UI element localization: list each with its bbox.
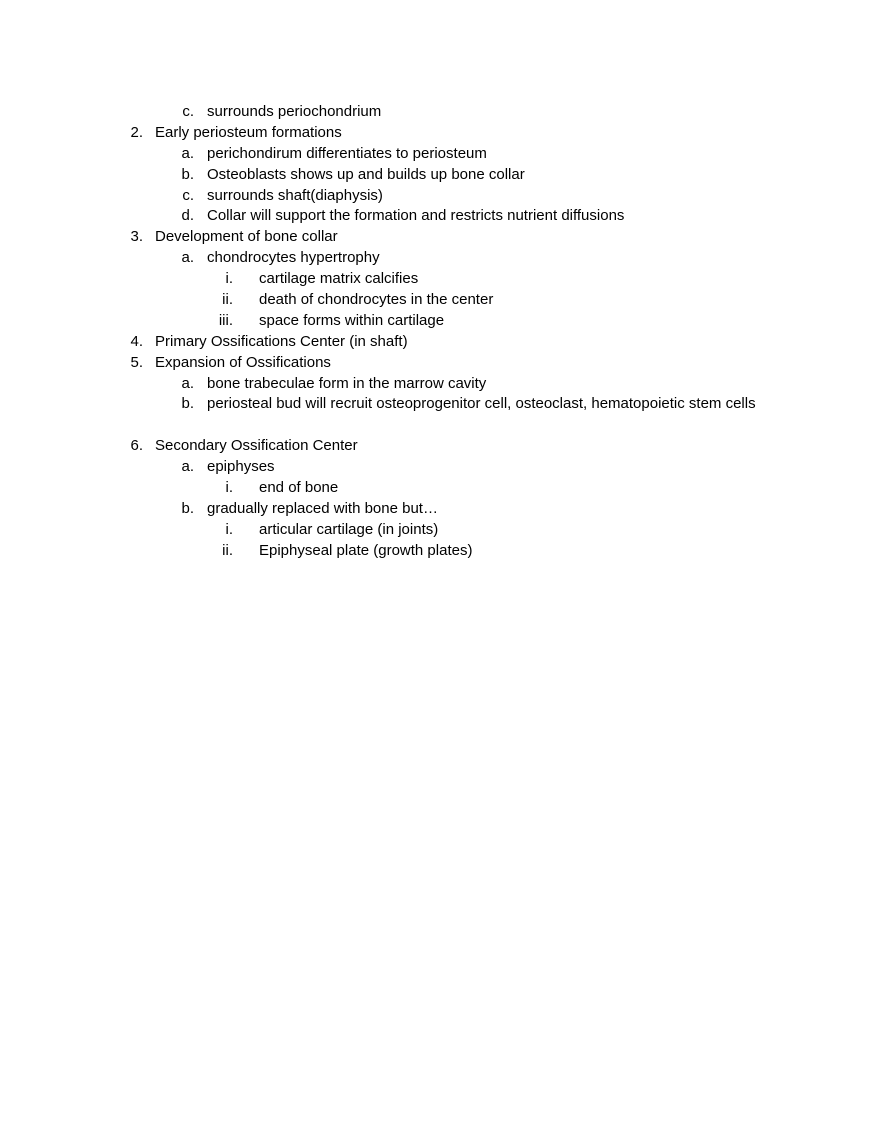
list-marker: b. — [181, 395, 194, 413]
list-marker: d. — [181, 207, 194, 225]
list-item-text: space forms within cartilage — [259, 311, 445, 329]
list-item-text: bone trabeculae form in the marrow cavity — [207, 374, 487, 392]
list-item — [0, 206, 880, 227]
list-marker: a. — [181, 374, 194, 392]
list-item — [0, 269, 880, 290]
list-marker: 3. — [130, 228, 143, 246]
list-item — [0, 457, 880, 478]
list-item — [0, 353, 880, 374]
list-item-text: Development of bone collar — [155, 228, 338, 246]
list-marker: 2. — [130, 123, 143, 141]
list-marker: i. — [225, 270, 233, 288]
list-marker: b. — [181, 499, 194, 517]
list-marker: i. — [225, 479, 233, 497]
list-item-text: death of chondrocytes in the center — [259, 291, 494, 309]
list-marker: 4. — [130, 332, 143, 350]
list-marker: 5. — [130, 353, 143, 371]
list-marker: ii. — [222, 291, 233, 309]
list-marker: a. — [181, 144, 194, 162]
list-item — [0, 374, 880, 395]
list-item-text: Primary Ossifications Center (in shaft) — [155, 332, 408, 350]
list-marker: b. — [181, 165, 194, 183]
list-item-text: cartilage matrix calcifies — [259, 270, 419, 288]
list-item-text: Epiphyseal plate (growth plates) — [259, 541, 473, 559]
list-item — [0, 332, 880, 353]
list-item — [0, 520, 880, 541]
list-item-text: Collar will support the formation and restricts nutrient diffusions — [207, 207, 625, 225]
list-marker: 6. — [130, 437, 143, 455]
outline-list — [0, 102, 880, 562]
list-item-text: end of bone — [259, 479, 339, 497]
list-item — [0, 123, 880, 144]
list-item-text: Early periosteum formations — [155, 123, 342, 141]
list-item-text: gradually replaced with bone but… — [207, 499, 438, 517]
list-marker: c. — [182, 186, 194, 204]
list-item — [0, 290, 880, 311]
list-item-text: Secondary Ossification Center — [155, 437, 358, 455]
list-item — [0, 311, 880, 332]
list-item-text: Expansion of Ossifications — [155, 353, 331, 371]
list-item-text: surrounds shaft(diaphysis) — [207, 186, 383, 204]
list-item-text: perichondirum differentiates to periosteum — [207, 144, 487, 162]
list-item — [0, 436, 880, 457]
list-marker: a. — [181, 458, 194, 476]
list-marker: i. — [225, 520, 233, 538]
list-item — [0, 541, 880, 562]
list-item — [0, 227, 880, 248]
list-item — [0, 394, 880, 436]
list-item-text: surrounds periochondrium — [207, 103, 382, 120]
list-item — [0, 144, 880, 165]
list-item — [0, 186, 880, 207]
list-item-text: periosteal bud will recruit osteoprogenitor cell, osteoclast, hematopoietic stem cells — [207, 395, 756, 413]
list-item-text: Osteoblasts shows up and builds up bone collar — [207, 165, 525, 183]
list-item-text: epiphyses — [207, 458, 275, 476]
list-marker: c. — [182, 103, 194, 120]
list-item — [0, 248, 880, 269]
list-item — [0, 165, 880, 186]
list-item — [0, 102, 880, 123]
list-item-text: articular cartilage (in joints) — [259, 520, 439, 538]
list-item — [0, 478, 880, 499]
list-item-text: chondrocytes hypertrophy — [207, 249, 380, 267]
list-item — [0, 499, 880, 520]
list-marker: a. — [181, 249, 194, 267]
list-marker: iii. — [218, 311, 233, 329]
list-marker: ii. — [222, 541, 233, 559]
